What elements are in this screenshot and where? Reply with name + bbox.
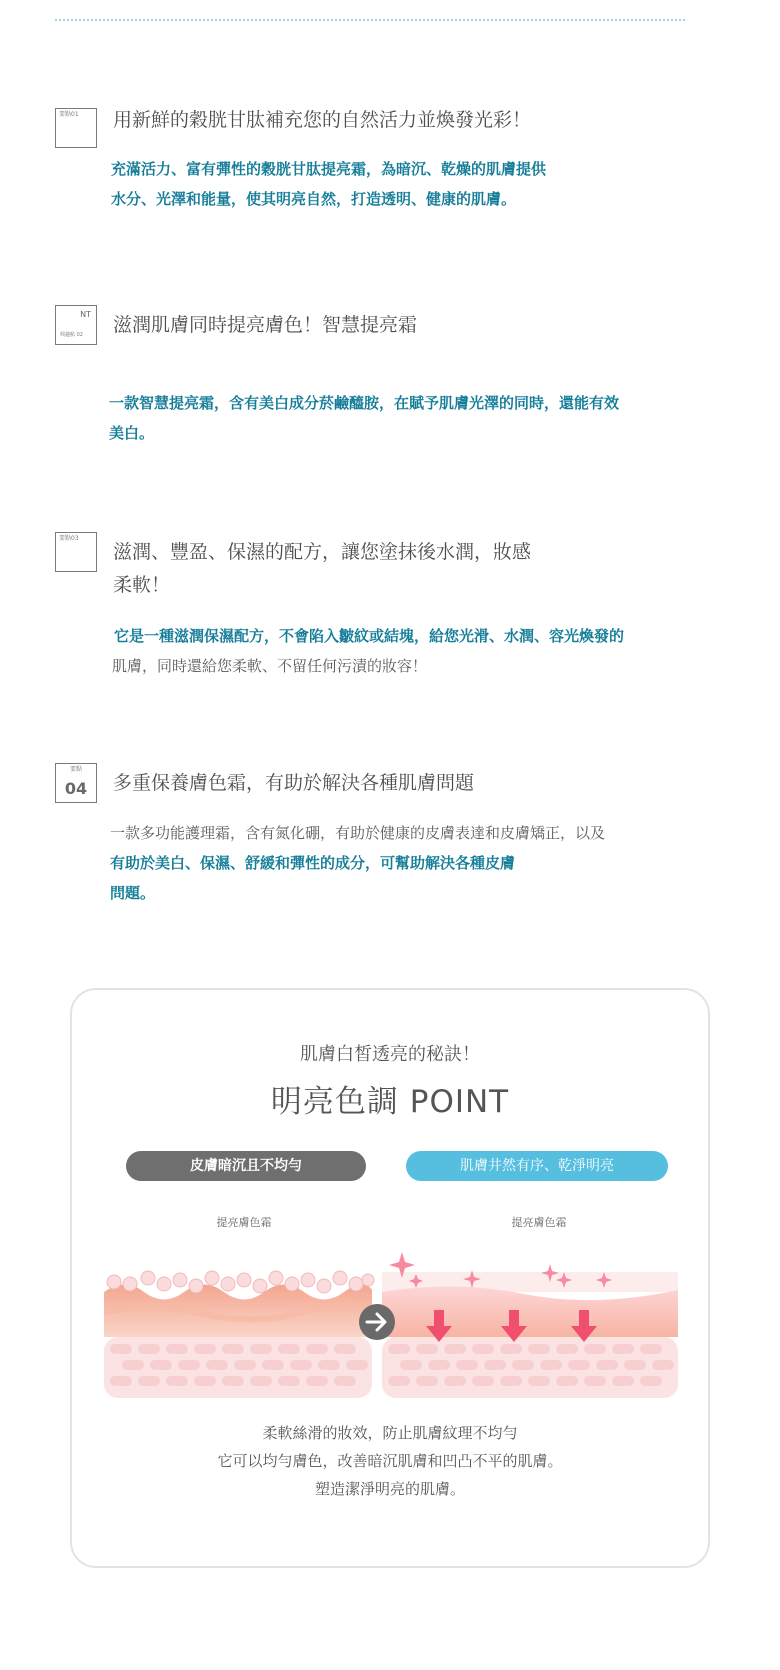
feature-4-badge-tag: 要點 [70,766,83,773]
point-card-footer-line-2: 它可以均勻膚色，改善暗沉肌膚和凹凸不平的肌膚。 [217,1452,563,1470]
feature-4-title: 多重保養膚色霜，有助於解決各種肌膚問題 [113,772,475,794]
feature-2-badge-code: NT [80,310,91,319]
feature-3-title-line-2: 柔軟！ [113,574,171,596]
feature-1-desc-line-1: 充滿活力、富有彈性的穀胱甘肽提亮霜，為暗沉、乾燥的肌膚提供 [111,160,547,178]
before-label-pill: 皮膚暗沉且不均勻 [126,1151,366,1181]
point-card-footer-line-1: 柔軟絲滑的妝效，防止肌膚紋理不均勻 [262,1424,518,1442]
brightening-point-card [70,988,710,1568]
after-skin-panel [382,1252,678,1398]
feature-1-desc-line-2: 水分、光澤和能量，使其明亮自然，打造透明、健康的肌膚。 [111,190,517,208]
feature-3-desc-line-2: 肌膚，同時還給您柔軟、不留任何污漬的妝容！ [112,657,428,675]
feature-4-desc-line-1: 一款多功能護理霜，含有氮化硼，有助於健康的皮膚表達和皮膚矯正，以及 [110,824,606,842]
point-card-subtitle: 肌膚白皙透亮的秘訣！ [300,1044,480,1065]
feature-4-desc-line-3: 問題。 [110,884,156,902]
feature-1-title: 用新鮮的穀胱甘肽補充您的自然活力並煥發光彩！ [113,109,532,131]
skin-comparison-illustration [104,1242,678,1398]
point-card-footer-line-3: 塑造潔淨明亮的肌膚。 [314,1480,465,1498]
feature-1-badge [55,108,97,148]
feature-2-title: 滋潤肌膚同時提亮膚色！智慧提亮霜 [113,314,418,336]
after-label-pill: 肌膚井然有序、乾淨明亮 [406,1151,668,1181]
feature-1-badge-tag: 要點01 [59,111,79,118]
before-product-label: 提亮膚色霜 [216,1216,272,1229]
feature-2-badge [55,305,97,345]
feature-3-desc-line-1: 它是一種滋潤保濕配方，不會陷入皺紋或結塊，給您光滑、水潤、容光煥發的 [114,627,625,645]
feature-3-badge [55,532,97,572]
arrow-right-icon [359,1304,395,1340]
before-skin-panel [104,1271,374,1398]
feature-2-desc-line-1: 一款智慧提亮霜，含有美白成分菸鹼醯胺，在賦予肌膚光澤的同時，還能有效 [109,394,620,412]
feature-3-badge-tag: 要點03 [59,535,79,542]
feature-4-desc-line-2: 有助於美白、保濕、舒緩和彈性的成分，可幫助解決各種皮膚 [110,854,516,872]
top-dotted-divider [55,19,685,21]
feature-2-badge-sub: 興趣點 02 [60,332,83,338]
feature-3-title-line-1: 滋潤、豐盈、保濕的配方，讓您塗抹後水潤，妝感 [113,541,532,563]
feature-4-badge [55,763,97,803]
point-card-title: 明亮色調 POINT [270,1084,510,1120]
feature-2-desc-line-2: 美白。 [109,424,155,442]
after-product-label: 提亮膚色霜 [511,1216,567,1229]
feature-4-badge-number: 04 [64,779,88,798]
